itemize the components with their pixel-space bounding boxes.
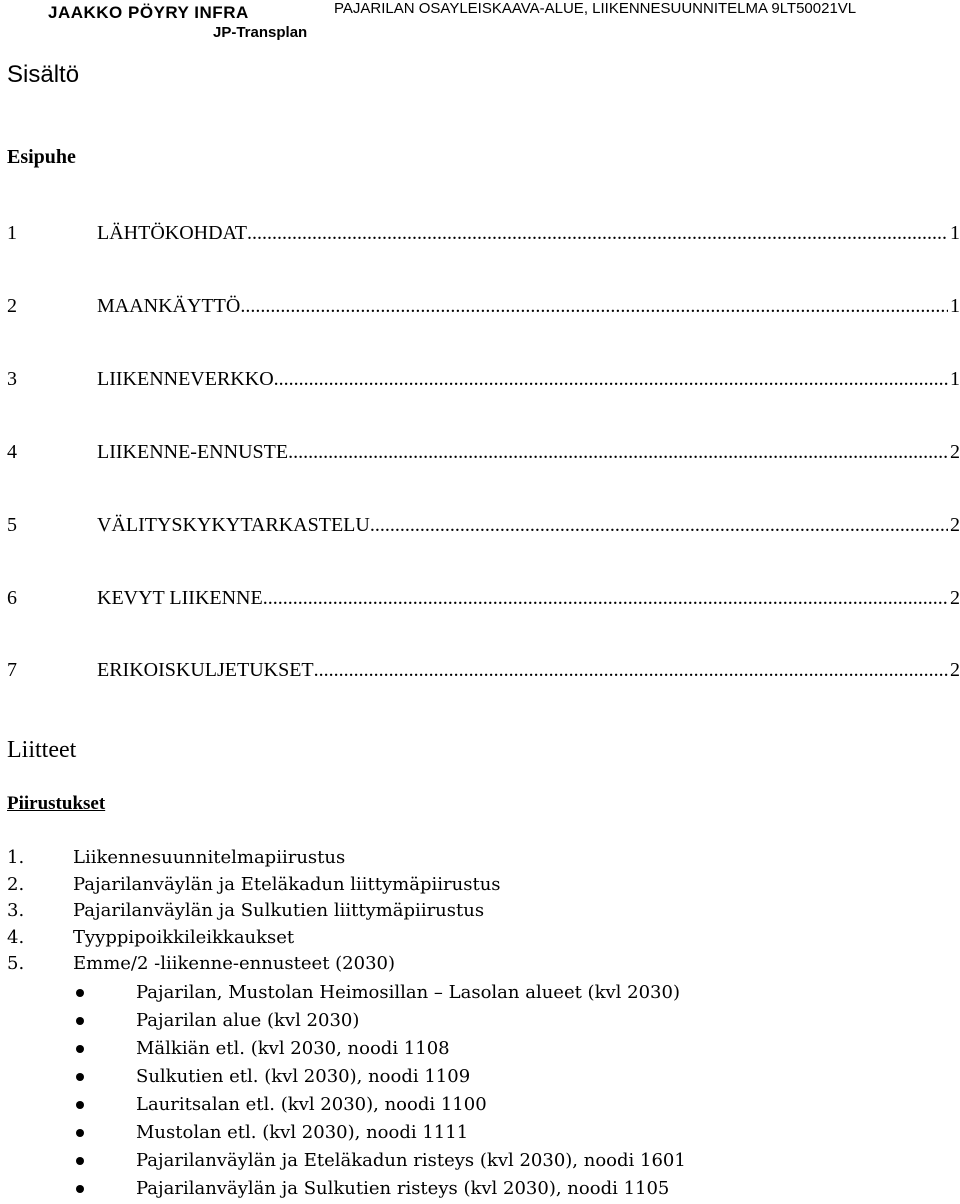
company-logo: JAAKKO PÖYRY INFRA: [48, 3, 249, 22]
appendix-item-number: 5.: [7, 953, 25, 974]
toc-entry-number: 3: [7, 368, 17, 390]
bullet-item-text: Mälkiän etl. (kvl 2030, noodi 1108: [136, 1038, 450, 1059]
appendix-item-text: Tyyppipoikkileikkaukset: [73, 927, 295, 948]
bullet-item: [70, 1121, 468, 1145]
toc-leader-dots: [240, 294, 948, 318]
bullet-icon: [76, 1073, 84, 1081]
bullet-icon: [76, 1017, 84, 1025]
appendix-item-text: Pajarilanväylän ja Sulkutien liittymäpiirustus: [73, 900, 485, 921]
appendix-item-text: Pajarilanväylän ja Eteläkadun liittymäpiirustus: [73, 874, 501, 895]
toc-entry-number: 2: [7, 295, 17, 317]
toc-leader-dots: [274, 367, 948, 391]
toc-entry-page: 2: [950, 659, 960, 681]
appendix-item: [7, 846, 345, 870]
appendix-item: [7, 873, 501, 897]
bullet-item-text: Pajarilanväylän ja Eteläkadun risteys (kvl 2030), noodi 1601: [136, 1150, 686, 1171]
company-logo-subtitle: JP-Transplan: [213, 24, 308, 41]
toc-leader-dots: [247, 221, 948, 245]
bullet-icon: [76, 1101, 84, 1109]
bullet-item: [70, 1065, 470, 1089]
preface-entry: Esipuhe: [7, 146, 76, 168]
bullet-item: [70, 1093, 487, 1117]
toc-entry-page: 1: [950, 368, 960, 390]
toc-entry: [7, 221, 960, 245]
toc-entry: [7, 440, 960, 464]
appendices-heading: Liitteet: [7, 737, 77, 763]
bullet-item: [70, 981, 680, 1005]
toc-entry-number: 1: [7, 222, 17, 244]
toc-entry: [7, 658, 960, 682]
bullet-item: [70, 1037, 450, 1061]
appendix-item: [7, 926, 294, 950]
toc-entry-title: LIIKENNEVERKKO: [97, 368, 274, 390]
bullet-item-text: Pajarilan alue (kvl 2030): [136, 1010, 360, 1031]
toc-entry-number: 6: [7, 587, 17, 609]
bullet-icon: [76, 989, 84, 997]
toc-entry-title: ERIKOISKULJETUKSET: [97, 659, 314, 681]
contents-heading: Sisältö: [7, 61, 80, 88]
toc-leader-dots: [288, 440, 948, 464]
drawings-subheading: Piirustukset: [7, 793, 106, 814]
appendix-item-number: 1.: [7, 847, 25, 868]
bullet-item-text: Pajarilan, Mustolan Heimosillan – Lasolan alueet (kvl 2030): [136, 982, 680, 1003]
appendix-item: [7, 899, 484, 923]
toc-leader-dots: [370, 513, 948, 537]
toc-entry-number: 4: [7, 441, 17, 463]
document-header-title: PAJARILAN OSAYLEISKAAVA-ALUE, LIIKENNESUUNNITELMA 9LT50021VL: [334, 0, 857, 17]
toc-entry-title: LIIKENNE-ENNUSTE: [97, 441, 289, 463]
toc-entry-title: MAANKÄYTTÖ: [97, 295, 241, 317]
bullet-item: [70, 1177, 669, 1201]
toc-leader-dots: [314, 658, 948, 682]
appendix-item-text: Emme/2 -liikenne-ennusteet (2030): [73, 953, 396, 974]
bullet-item: [70, 1009, 359, 1033]
appendix-item: [7, 952, 395, 976]
toc-entry-title: KEVYT LIIKENNE: [97, 587, 263, 609]
toc-entry: [7, 586, 960, 610]
toc-entry-page: 1: [950, 222, 960, 244]
toc-entry: [7, 294, 960, 318]
toc-entry: [7, 367, 960, 391]
bullet-item-text: Lauritsalan etl. (kvl 2030), noodi 1100: [136, 1094, 487, 1115]
toc-entry-page: 1: [950, 295, 960, 317]
toc-entry-title: LÄHTÖKOHDAT: [97, 222, 247, 244]
bullet-icon: [76, 1157, 84, 1165]
toc-entry-page: 2: [950, 441, 960, 463]
toc-entry-page: 2: [950, 587, 960, 609]
toc-entry-title: VÄLITYSKYKYTARKASTELU: [97, 514, 370, 536]
bullet-icon: [76, 1129, 84, 1137]
bullet-item: [70, 1149, 686, 1173]
toc-entry: [7, 513, 960, 537]
toc-leader-dots: [263, 586, 948, 610]
bullet-item-text: Mustolan etl. (kvl 2030), noodi 1111: [136, 1122, 469, 1143]
toc-entry-number: 5: [7, 514, 17, 536]
appendix-item-number: 3.: [7, 900, 25, 921]
toc-entry-page: 2: [950, 514, 960, 536]
bullet-item-text: Sulkutien etl. (kvl 2030), noodi 1109: [136, 1066, 471, 1087]
bullet-item-text: Pajarilanväylän ja Sulkutien risteys (kvl 2030), noodi 1105: [136, 1178, 670, 1199]
toc-entry-number: 7: [7, 659, 17, 681]
bullet-icon: [76, 1185, 84, 1193]
bullet-icon: [76, 1045, 84, 1053]
appendix-item-number: 4.: [7, 927, 25, 948]
appendix-item-text: Liikennesuunnitelmapiirustus: [73, 847, 346, 868]
appendix-item-number: 2.: [7, 874, 25, 895]
